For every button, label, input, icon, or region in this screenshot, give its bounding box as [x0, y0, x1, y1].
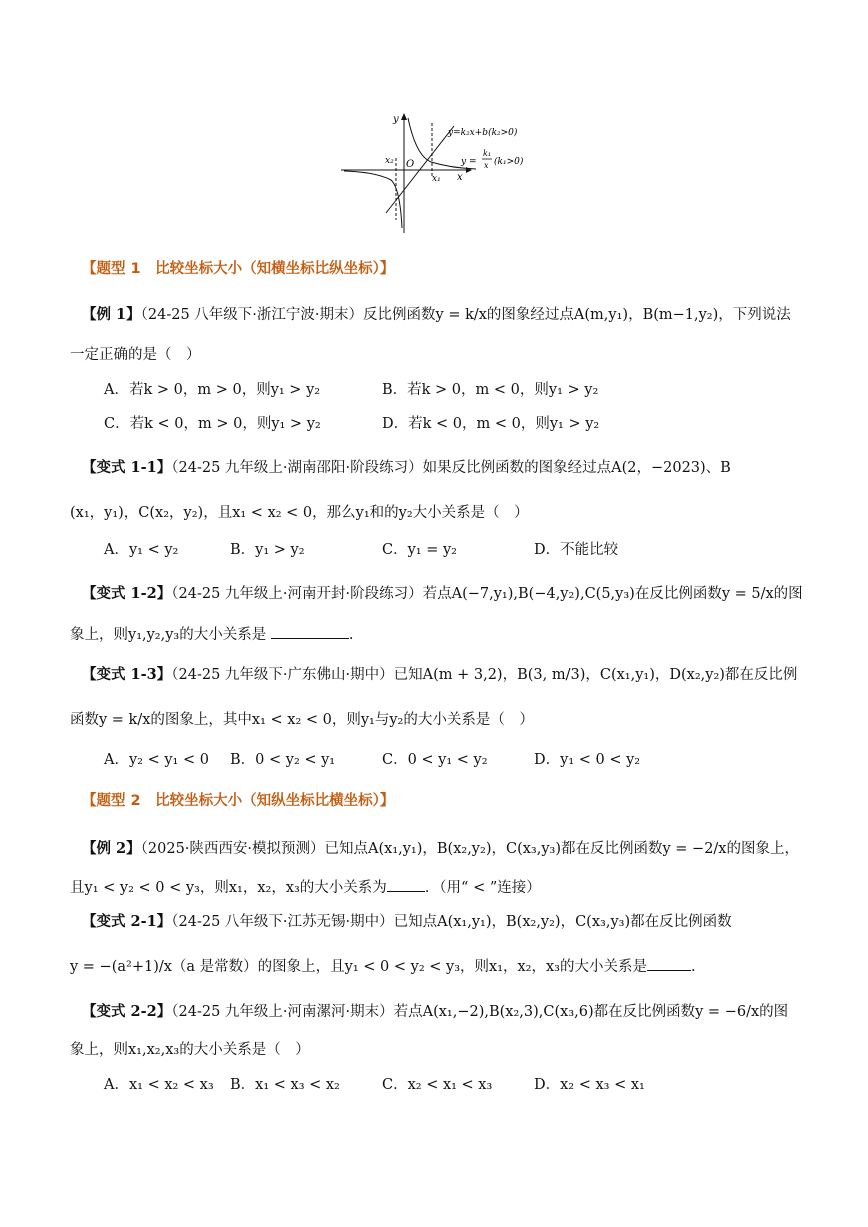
- variant-1-1-line-2: (x₁，y₁)，C(x₂，y₂)，且x₁ < x₂ < 0，那么y₁和的y₂大小关系是（ ）: [70, 505, 529, 521]
- variant-1-3-option-d: D．y₁ < 0 < y₂: [534, 752, 641, 768]
- example-1-text-1: （24-25 八年级下·浙江宁波·期末）反比例函数y = k/x的图象经过点A(m,y₁)，B(m−1,y₂)，下列说法: [140, 307, 791, 323]
- example-1-line-1: [82, 306, 791, 324]
- y-axis-arrow: [401, 113, 407, 120]
- section-1-title: 【题型 1 比较坐标大小（知横坐标比纵坐标）】: [82, 261, 395, 277]
- variant-2-2-option-d: D．x₂ < x₃ < x₁: [534, 1077, 645, 1093]
- variant-1-3-option-b: B．0 < y₂ < y₁: [230, 752, 336, 768]
- variant-2-1-tag: 【变式 2-1】: [82, 913, 172, 930]
- curve-label-y: y =: [461, 157, 477, 167]
- variant-2-2-line-1: [82, 1003, 788, 1021]
- x-axis-arrow: [466, 167, 472, 173]
- hyperbola-branch-q3: [344, 171, 402, 228]
- x1-label: x₁: [432, 174, 441, 184]
- example-2-answer-blank[interactable]: [387, 877, 425, 892]
- x2-label: x₂: [385, 156, 394, 166]
- example-2-text-2a: 且y₁ < y₂ < 0 < y₃，则x₁，x₂，x₃的大小关系为: [70, 880, 387, 896]
- example-2-text-1: （2025·陕西西安·模拟预测）已知点A(x₁,y₁)，B(x₂,y₂)，C(x₃,y₃)都在反比例函数y = −2/x的图象上，: [140, 841, 799, 857]
- curve-label-den: x: [484, 161, 489, 170]
- example-2-text-2b: ．（用“ < ”连接）: [424, 880, 541, 896]
- x-axis-label: x: [457, 172, 463, 183]
- function-graph-figure: [336, 108, 536, 238]
- variant-2-2-tag: 【变式 2-2】: [82, 1003, 172, 1020]
- example-1-option-c: C．若k < 0，m > 0，则y₁ > y₂: [104, 416, 321, 432]
- variant-2-2-option-a: A．x₁ < x₂ < x₃: [104, 1077, 214, 1093]
- variant-1-1-option-a: A．y₁ < y₂: [104, 542, 179, 558]
- variant-1-3-line-1: [82, 666, 797, 684]
- example-2-line-2: [70, 877, 541, 897]
- variant-1-2-line-1: [82, 585, 803, 603]
- variant-1-3-option-a: A．y₂ < y₁ < 0: [104, 752, 209, 768]
- variant-1-3-text-1: （24-25 九年级下·广东佛山·期中）已知A(m + 3,2)，B(3, m/3)，C(x₁,y₁)，D(x₂,y₂)都在反比例: [171, 667, 798, 683]
- example-1-line-2: 一定正确的是（ ）: [70, 347, 201, 363]
- example-2-line-1: [82, 840, 799, 858]
- variant-1-2-tag: 【变式 1-2】: [82, 585, 172, 602]
- variant-1-3-line-2: 函数y = k/x的图象上，其中x₁ < x₂ < 0，则y₁与y₂的大小关系是（ ）: [70, 712, 534, 728]
- variant-2-2-line-2: 象上，则x₁,x₂,x₃的大小关系是（ ）: [70, 1042, 310, 1058]
- variant-1-1-option-c: C．y₁ = y₂: [382, 542, 457, 558]
- variant-1-1-option-b: B．y₁ > y₂: [230, 542, 305, 558]
- variant-1-2-text-2: 象上，则y₁,y₂,y₃的大小关系是: [70, 627, 267, 643]
- section-2-title: 【题型 2 比较坐标大小（知纵坐标比横坐标）】: [82, 793, 395, 809]
- variant-2-1-text-2b: .: [690, 959, 696, 975]
- variant-1-1-tag: 【变式 1-1】: [82, 459, 172, 476]
- y-axis-label: y: [393, 114, 399, 125]
- variant-2-1-line-2: [70, 956, 696, 976]
- variant-2-2-text-1: （24-25 九年级上·河南漯河·期末）若点A(x₁,−2),B(x₂,3),C(x₃,6)都在反比例函数y = −6/x的图: [171, 1004, 789, 1020]
- line-equation-label: y=k₂x+b(k₂>0): [448, 128, 518, 138]
- variant-2-1-text-2a: y = −(a²+1)/x（a 是常数）的图象上，且y₁ < 0 < y₂ < y₃，则x₁，x₂，x₃的大小关系是: [70, 959, 647, 975]
- origin-label: O: [406, 159, 415, 170]
- variant-1-2-answer-blank[interactable]: [271, 624, 349, 639]
- variant-2-1-answer-blank[interactable]: [647, 956, 691, 971]
- curve-label-cond: (k₁>0): [494, 157, 524, 167]
- variant-2-2-option-b: B．x₁ < x₃ < x₂: [230, 1077, 340, 1093]
- variant-1-1-text-1: （24-25 九年级上·湖南邵阳·阶段练习）如果反比例函数的图象经过点A(2，−2023)、B: [171, 460, 731, 476]
- variant-2-2-option-c: C．x₂ < x₁ < x₃: [382, 1077, 493, 1093]
- variant-2-1-text-1: （24-25 八年级下·江苏无锡·期中）已知点A(x₁,y₁)，B(x₂,y₂)，C(x₃,y₃)都在反比例函数: [171, 914, 732, 930]
- example-1-tag: 【例 1】: [82, 306, 141, 323]
- variant-1-2-text-1: （24-25 九年级上·河南开封·阶段练习）若点A(−7,y₁),B(−4,y₂),C(5,y₃)在反比例函数y = 5/x的图: [171, 586, 803, 602]
- example-1-option-a: A．若k > 0，m > 0，则y₁ > y₂: [104, 382, 321, 398]
- variant-2-1-line-1: [82, 913, 732, 931]
- example-1-option-b: B．若k > 0，m < 0，则y₁ > y₂: [382, 382, 599, 398]
- example-1-option-d: D．若k < 0，m < 0，则y₁ > y₂: [382, 416, 600, 432]
- example-2-tag: 【例 2】: [82, 840, 141, 857]
- variant-1-3-tag: 【变式 1-3】: [82, 666, 172, 683]
- variant-1-2-text-end: .: [348, 627, 354, 643]
- curve-label-num: k₁: [483, 149, 492, 158]
- variant-1-3-option-c: C．0 < y₁ < y₂: [382, 752, 488, 768]
- variant-1-2-line-2: [70, 624, 353, 644]
- variant-1-1-line-1: [82, 459, 731, 477]
- variant-1-1-option-d: D．不能比较: [534, 542, 619, 558]
